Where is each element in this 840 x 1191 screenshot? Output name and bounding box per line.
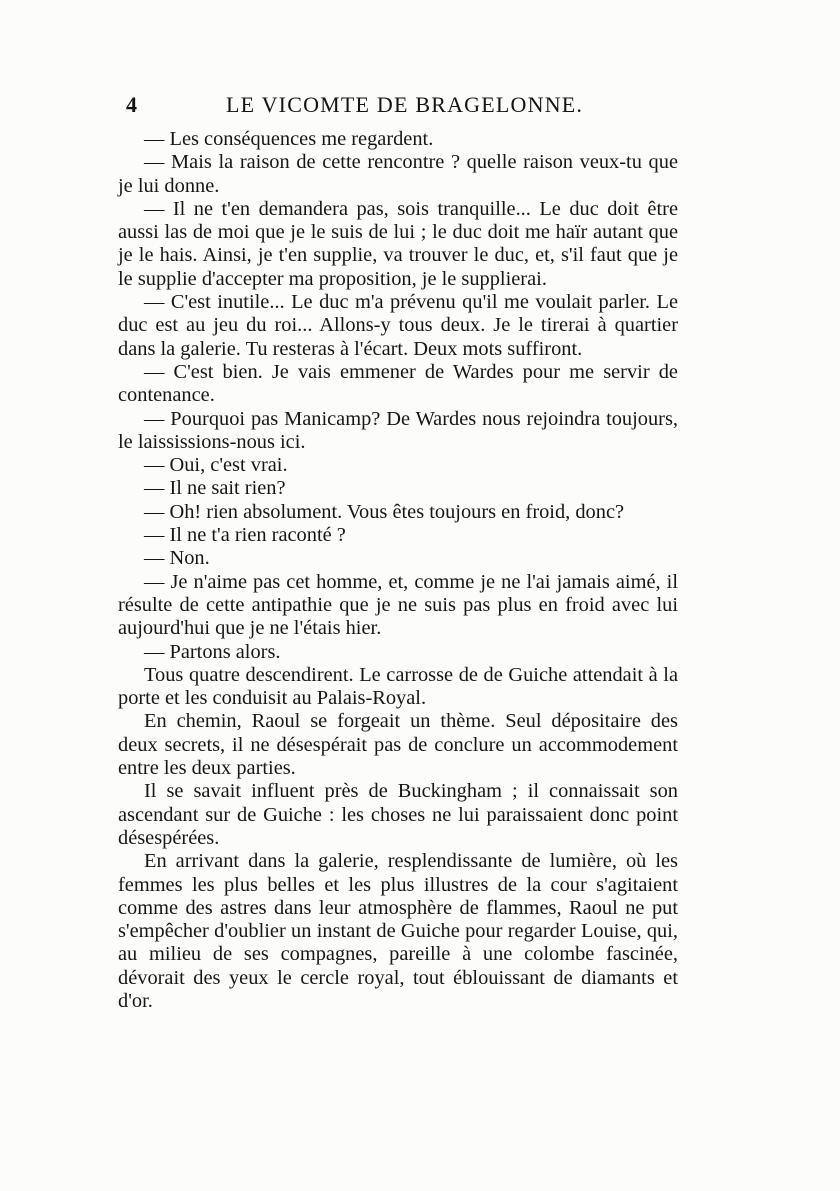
paragraph: — Pourquoi pas Manicamp? De Wardes nous rejoindra toujours, le laississions-nous ici. [118, 407, 678, 453]
paragraph: — C'est inutile... Le duc m'a prévenu qu'il me voulait parler. Le duc est au jeu du roi... Allons-y tous deux. Je le tirerai à quartier dans la galerie. Tu resteras à l'écart. Deux mots suffiront. [118, 291, 678, 360]
paragraph: En chemin, Raoul se forgeait un thème. Seul dépositaire des deux secrets, il ne désespérait pas de conclure un accommodement entre les deux parties. [118, 710, 678, 780]
running-title: LE VICOMTE DE BRAGELONNE. [226, 92, 584, 117]
body-text [118, 128, 678, 1013]
paragraph: Il se savait influent près de Buckingham ; il connaissait son ascendant sur de Guiche : les choses ne lui paraissaient donc point désespérées. [118, 780, 678, 849]
paragraph: — Les conséquences me regardent. [144, 128, 434, 150]
paragraph: — C'est bien. Je vais emmener de Wardes pour me servir de contenance. [118, 360, 678, 407]
paragraph: — Il ne t'en demandera pas, sois tranquille... Le duc doit être aussi las de moi que je le suis de lui ; le duc doit me haïr autant que je le hais. Ainsi, je t'en supplie, va trouver le duc, et, s'il faut que je le supplie d'accepter ma proposition, je le supplierai. [118, 197, 678, 290]
paragraph: — Je n'aime pas cet homme, et, comme je ne l'ai jamais aimé, il résulte de cette antipathie que je ne suis pas plus en froid avec lui aujourd'hui que je ne l'étais hier. [118, 570, 678, 640]
paragraph: — Il ne t'a rien raconté ? [144, 524, 346, 547]
page-header [118, 92, 678, 122]
paragraph: — Oui, c'est vrai. [144, 454, 288, 477]
paragraph: — Oh! rien absolument. Vous êtes toujours en froid, donc? [144, 500, 625, 523]
paragraph: — Partons alors. [144, 640, 281, 663]
paragraph: En arrivant dans la galerie, resplendissante de lumière, où les femmes les plus belles et les plus illustres de la cour s'agitaient comme des astres dans leur atmosphère de flammes, Raoul ne put s'empêcher d'oublier un instant de Guiche pour regarder Louise, qui, au milieu de ses compagnes, pareille à une colombe fascinée, dévorait des yeux le cercle royal, tout éblouissant de diamants et d'or. [118, 850, 678, 1012]
paragraph: — Mais la raison de cette rencontre ? quelle raison veux-tu que je lui donne. [118, 151, 678, 197]
paragraph: — Non. [144, 547, 210, 570]
paragraph: Tous quatre descendirent. Le carrosse de de Guiche attendait à la porte et les conduisit au Palais-Royal. [118, 663, 678, 710]
page-number: 4 [126, 92, 137, 117]
paragraph: — Il ne sait rien? [144, 477, 286, 500]
